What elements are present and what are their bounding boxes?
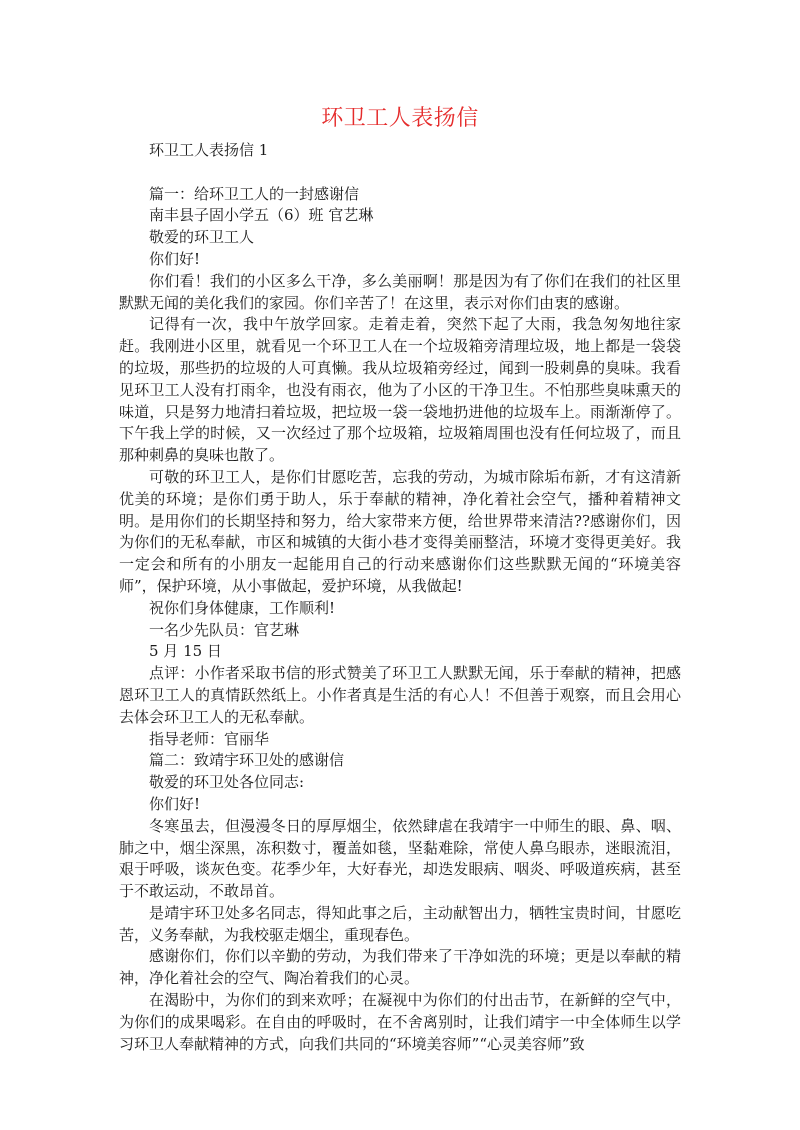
- body-paragraph: 感谢你们，你们以辛勤的劳动，为我们带来了干净如洗的环境；更是以奉献的精神，净化着社会的空气、陶冶着我们的心灵。: [119, 947, 681, 988]
- signature: 一名少先队员：官艺琳: [149, 620, 300, 639]
- section-heading: 篇一：给环卫工人的一封感谢信: [149, 184, 360, 203]
- document-body: [119, 140, 681, 1055]
- date-line: 5 月 15 日: [149, 642, 222, 661]
- blank-line: [119, 162, 681, 184]
- body-paragraph: 是靖宇环卫处多名同志，得知此事之后，主动献智出力，牺牲宝贵时间，甘愿吃苦，义务奉献，为我校驱走烟尘，重现春色。: [119, 903, 681, 944]
- document-title: 环卫工人表扬信: [321, 106, 479, 131]
- greeting: 你们好!: [149, 794, 201, 813]
- body-paragraph: 可敬的环卫工人，是你们甘愿吃苦，忘我的劳动，为城市除垢布新，才有这清新优美的环境；是你们勇于助人，乐于奉献的精神，净化着社会空气，播种着精神文明。是用你们的长期坚持和努力，给大家带来方便，给世界带来清洁??感谢你们，因为你们的无私奉献，市区和城镇的大街小巷才变得美丽整洁，环境才变得更美好。我一定会和所有的小朋友一起能用自己的行动来感谢你们这些默默无闻的“环境美容师”，保护环境，从小事做起，爱护环境，从我做起!: [119, 467, 681, 595]
- closing-wish: 祝你们身体健康，工作顺利!: [149, 598, 336, 617]
- body-paragraph: 你们看！我们的小区多么干净，多么美丽啊！那是因为有了你们在我们的社区里默默无闻的美化我们的家园。你们辛苦了！在这里，表示对你们由衷的感谢。: [119, 271, 681, 312]
- comment-paragraph: 点评：小作者采取书信的形式赞美了环卫工人默默无闻，乐于奉献的精神，把感恩环卫工人的真情跃然纸上。小作者真是生活的有心人！不但善于观察，而且会用心去体会环卫工人的无私奉献。: [119, 664, 681, 726]
- salutation: 敬爱的环卫处各位同志:: [149, 773, 305, 792]
- section-heading: 篇二：致靖宇环卫处的感谢信: [149, 751, 345, 770]
- author-line: 南丰县子固小学五（6）班 官艺琳: [149, 206, 374, 225]
- greeting: 你们好!: [149, 249, 201, 268]
- subtitle-line: 环卫工人表扬信 1: [149, 141, 269, 159]
- teacher-line: 指导老师：官丽华: [149, 729, 270, 748]
- salutation: 敬爱的环卫工人: [149, 228, 255, 247]
- body-paragraph: 记得有一次，我中午放学回家。走着走着，突然下起了大雨，我急匆匆地往家赶。我刚进小区里，就看见一个环卫工人在一个垃圾箱旁清理垃圾，地上都是一袋袋的垃圾，那些扔的垃圾的人可真懒。我从垃圾箱旁经过，闻到一股刺鼻的臭味。我看见环卫工人没有打雨伞，也没有雨衣，他为了小区的干净卫生。不怕那些臭味熏天的味道，只是努力地清扫着垃圾，把垃圾一袋一袋地扔进他的垃圾车上。雨渐渐停了。下午我上学的时候，又一次经过了那个垃圾箱，垃圾箱周围也没有任何垃圾了，而且那种刺鼻的臭味也散了。: [119, 315, 681, 465]
- body-paragraph: 冬寒虽去，但漫漫冬日的厚厚烟尘，依然肆虐在我靖宇一中师生的眼、鼻、咽、肺之中，烟尘深黑，冻积数寸，覆盖如毯，坚黏难除，常使人鼻乌眼赤，迷眼流泪，艰于呼吸，谈灰色变。花季少年，大好春光，却迭发眼病、咽炎、呼吸道疾病，甚至于不敢运动，不敢昂首。: [119, 816, 681, 901]
- body-paragraph: 在渴盼中，为你们的到来欢呼；在凝视中为你们的付出击节，在新鲜的空气中，为你们的成果喝彩。在自由的呼吸时，在不舍离别时，让我们靖宇一中全体师生以学习环卫人奉献精神的方式，向我们共同的“环境美容师”“心灵美容师”致: [119, 991, 681, 1053]
